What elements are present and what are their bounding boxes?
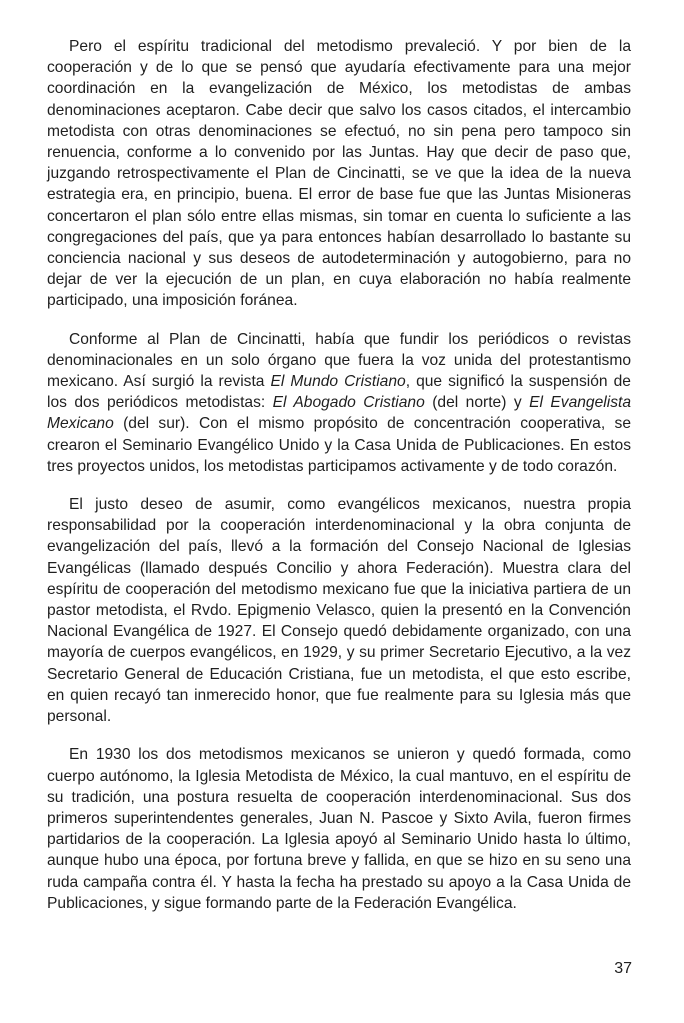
- paragraph-4: [47, 744, 631, 914]
- paragraph-3: [47, 494, 631, 727]
- paragraph-3-text: El justo deseo de asumir, como evangélicos mexicanos, nuestra propia responsabilidad por la cooperación interdenominacional y la obra conjunta de evangelización del país, llevó a la formación del Consejo Nacional de Iglesias Evangélicas (llamado después Concilio y ahora Federación). Muestra clara del espíritu de cooperación del metodismo mexicano fue que la iniciativa partiera de un pastor metodista, el Rvdo. Epigmenio Velasco, quien la presentó en la Convención Nacional Evangélica de 1927. El Consejo quedó debidamente organizado, con una mayoría de cuerpos evangélicos, en 1929, y su primer Secretario Ejecutivo, a la vez Secretario General de Educación Cristiana, fue un metodista, el que esto escribe, en quien recayó tan inmerecido honor, que fue realmente para su Iglesia más que personal.: [47, 496, 631, 726]
- paragraph-4-text: En 1930 los dos metodismos mexicanos se unieron y quedó formada, como cuerpo autónomo, la Iglesia Metodista de México, la cual mantuvo, en el espíritu de su tradición, una postura resuelta de cooperación interdenominacional. Sus dos primeros superintendentes generales, Juan N. Pascoe y Sixto Avila, fueron firmes partidarios de la cooperación. La Iglesia apoyó al Seminario Unido hasta lo último, aunque hubo una época, por fortuna breve y fallida, en que se hizo en su seno una ruda campaña contra él. Y hasta la fecha ha prestado su apoyo a la Casa Unida de Publicaciones, y sigue formando parte de la Federación Evangélica.: [47, 746, 631, 912]
- paragraph-2-text-3: (del norte) y: [424, 394, 530, 412]
- title-el-mundo-cristiano: El Mundo Cristiano: [270, 373, 406, 391]
- paragraph-1-text: Pero el espíritu tradicional del metodismo prevaleció. Y por bien de la cooperación y de lo que se pensó que ayudaría efectivamente para una mejor coordinación en la evangelización de México, los metodistas de ambas denominaciones aceptaron. Cabe decir que salvo los casos citados, el intercambio metodista con otras denominaciones se efectuó, no sin pena pero tampoco sin renuencia, conforme a lo convenido por las Juntas. Hay que decir de paso que, juzgando retrospectivamente el Plan de Cincinatti, se ve que la idea de la nueva estrategia era, en principio, buena. El error de base fue que las Juntas Misioneras concertaron el plan sólo entre ellas mismas, sin tomar en cuenta lo suficiente a las congregaciones del país, que ya para entonces habían desarrollado lo bastante su conciencia nacional y sus deseos de autodeterminación y autogobierno, para no dejar de ver la ejecución de un plan, en cuya elaboración no había realmente participado, una imposición foránea.: [47, 38, 631, 310]
- paragraph-1: [47, 36, 631, 312]
- paragraph-2-text-2: , que significó la suspensión de los dos periódicos metodistas:: [47, 373, 631, 412]
- paragraph-2-text-1: Conforme al Plan de Cincinatti, había que fundir los periódicos o revistas denominacionales en un solo órgano que fuera la voz unida del protestantismo mexicano. Así surgió la revista: [47, 330, 631, 391]
- title-el-abogado-cristiano: El Abogado Cristiano: [272, 394, 425, 412]
- page-body: [47, 36, 631, 931]
- title-el-evangelista-mexicano: El Evangelista Mexicano: [47, 394, 631, 433]
- paragraph-2: [47, 329, 631, 477]
- page-number: 37: [614, 960, 632, 977]
- paragraph-2-text-4: (del sur). Con el mismo propósito de concentración cooperativa, se crearon el Seminario Evangélico Unido y la Casa Unida de Publicaciones. En estos tres proyectos unidos, los metodistas participamos activamente y de todo corazón.: [47, 415, 631, 475]
